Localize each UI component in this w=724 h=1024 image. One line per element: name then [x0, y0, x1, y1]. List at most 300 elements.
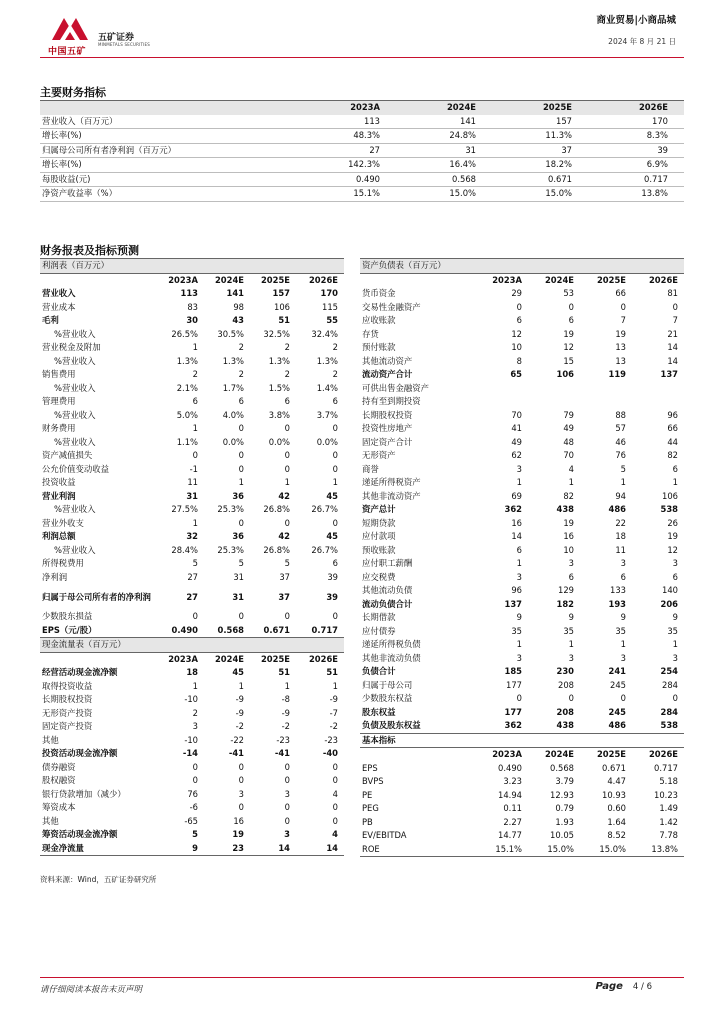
- table-row: [40, 774, 344, 788]
- row-value: 49: [511, 436, 522, 447]
- row-value: 35: [667, 625, 678, 636]
- table-row: [40, 517, 344, 531]
- row-label: 其他流动负债: [362, 585, 413, 595]
- row-value: 1: [672, 639, 678, 649]
- row-label: %营业收入: [54, 382, 96, 393]
- row-label: 财务费用: [42, 423, 76, 433]
- row-value: 1.42: [659, 816, 678, 827]
- row-value: 2: [284, 342, 290, 352]
- row-value: 1.4%: [316, 382, 338, 393]
- row-value: 1: [332, 680, 338, 691]
- row-label: 资产减值损失: [42, 450, 93, 460]
- row-value: 10.23: [654, 789, 678, 800]
- row-value: 538: [632, 719, 684, 733]
- row-value: 0: [332, 611, 338, 621]
- row-value: 193: [608, 598, 626, 609]
- row-value: 48.3%: [300, 129, 396, 144]
- year-header: 2026E: [308, 653, 338, 664]
- row-label: EV/EBITDA: [362, 830, 407, 840]
- empty-cell: [40, 273, 158, 287]
- row-value: 27: [186, 591, 198, 602]
- row-label: 递延所得税资产: [362, 477, 421, 487]
- row-value: 284: [660, 706, 678, 717]
- year-header: 2025E: [596, 274, 626, 285]
- row-value: -23: [276, 734, 290, 745]
- table-row: [40, 287, 344, 301]
- row-label: 筹资成本: [42, 802, 76, 812]
- table-row: [40, 842, 344, 856]
- table-row: [40, 158, 684, 173]
- col-header: 2024E: [396, 101, 492, 115]
- row-label: 其他: [42, 734, 59, 745]
- row-value: 284: [662, 679, 678, 690]
- row-value: 7: [672, 315, 678, 325]
- table-row: [360, 584, 684, 598]
- row-value: 25.3%: [217, 544, 244, 555]
- row-label: 负债合计: [362, 666, 396, 676]
- row-value: 15.1%: [300, 187, 396, 202]
- table-row: [40, 503, 344, 517]
- footer-divider: [40, 977, 684, 978]
- row-label: BVPS: [362, 776, 384, 786]
- row-value: 4.0%: [222, 409, 244, 420]
- row-value: 30: [186, 315, 198, 325]
- row-value: 6: [672, 571, 678, 582]
- row-value: -2: [235, 721, 244, 731]
- row-label: %营业收入: [54, 328, 96, 339]
- row-value: 18: [615, 531, 626, 541]
- row-value: -9: [281, 707, 290, 718]
- row-value: 53: [563, 288, 574, 298]
- row-value: 5: [192, 829, 198, 839]
- row-label: 其他: [42, 815, 59, 826]
- row-value: 3: [516, 652, 522, 663]
- row-value: 538: [660, 504, 678, 514]
- row-value: 12: [667, 544, 678, 555]
- table-row: [360, 395, 684, 409]
- row-value: 208: [556, 706, 574, 717]
- row-value: 2: [192, 707, 198, 718]
- row-value: 30.5%: [217, 328, 244, 339]
- table-row: [360, 409, 684, 423]
- row-value: 5: [620, 463, 626, 474]
- table-row: [360, 382, 684, 396]
- row-value: 170: [320, 288, 338, 298]
- row-label: 其他非流动资产: [362, 490, 421, 501]
- row-value: 69: [511, 490, 522, 501]
- row-value: 0: [238, 761, 244, 772]
- row-value: 0: [284, 802, 290, 812]
- header-divider: [40, 57, 684, 58]
- row-value: 45: [326, 531, 338, 541]
- row-value: 45: [326, 490, 338, 501]
- table-row: [360, 611, 684, 625]
- row-value: [478, 395, 528, 409]
- table-row: [40, 815, 344, 829]
- row-value: 1: [238, 680, 244, 691]
- table-row: [40, 720, 344, 734]
- row-value: 83: [187, 301, 198, 312]
- row-value: -8: [281, 694, 290, 704]
- row-value: 0: [238, 463, 244, 474]
- row-value: 140: [662, 585, 678, 595]
- row-value: 70: [511, 409, 522, 420]
- footer-disclaimer: 请仔细阅读本报告末页声明: [40, 985, 143, 995]
- row-value: 0.671: [250, 624, 296, 638]
- row-value: 31: [396, 143, 492, 158]
- row-value: 0: [238, 775, 244, 785]
- row-value: -22: [230, 734, 244, 745]
- row-label: 应付款项: [362, 531, 396, 541]
- row-value: 3: [672, 652, 678, 663]
- row-value: 8.3%: [588, 129, 684, 144]
- row-value: 3: [672, 558, 678, 568]
- row-value: 0: [192, 761, 198, 772]
- row-value: 8: [516, 355, 522, 366]
- row-value: 0.490: [498, 762, 522, 773]
- table-row: [40, 680, 344, 694]
- row-label: 持有至到期投资: [362, 396, 421, 406]
- row-label: 归属母公司所有者净利润（百万元）: [40, 143, 300, 158]
- row-value: 48: [563, 436, 574, 447]
- row-value: 0: [332, 463, 338, 474]
- row-value: 0: [238, 517, 244, 528]
- row-value: 88: [615, 409, 626, 420]
- row-value: 0: [332, 815, 338, 826]
- row-value: 9: [672, 612, 678, 622]
- row-value: 438: [528, 719, 580, 733]
- row-value: 6.9%: [588, 158, 684, 173]
- empty-cell: [360, 273, 478, 287]
- row-value: 0: [620, 693, 626, 703]
- row-label: 流动负债合计: [362, 598, 413, 609]
- row-value: 3: [238, 788, 244, 799]
- year-header: 2026E: [308, 274, 338, 285]
- row-value: 3.7%: [316, 409, 338, 420]
- row-value: 0: [332, 761, 338, 772]
- table-row: [40, 187, 684, 202]
- row-value: 19: [615, 328, 626, 339]
- row-value: 2: [238, 342, 244, 352]
- table-row: [40, 449, 344, 463]
- row-label: 投资性房地产: [362, 423, 413, 433]
- row-value: 6: [516, 544, 522, 555]
- table-row: [40, 544, 344, 558]
- table-row: [360, 301, 684, 315]
- row-value: 15.0%: [528, 843, 580, 857]
- row-value: 129: [558, 585, 574, 595]
- table-row: [40, 382, 344, 396]
- row-value: 14: [296, 842, 344, 856]
- table-row: [360, 490, 684, 504]
- row-value: 245: [608, 706, 626, 717]
- table-row: [360, 692, 684, 706]
- row-value: 2: [284, 369, 290, 379]
- row-value: 142.3%: [300, 158, 396, 173]
- year-header-row: [360, 748, 684, 762]
- row-value: 157: [272, 288, 290, 298]
- row-value: 141: [396, 115, 492, 129]
- row-value: -65: [184, 815, 198, 826]
- row-value: 113: [300, 115, 396, 129]
- row-label: 现金净流量: [40, 842, 158, 856]
- row-value: 6: [672, 463, 678, 474]
- row-value: 0: [238, 423, 244, 433]
- row-label: 管理费用: [42, 396, 76, 406]
- row-value: 65: [510, 369, 522, 379]
- row-value: 11: [615, 544, 626, 555]
- row-label: 毛利: [42, 315, 59, 325]
- row-value: 14: [250, 842, 296, 856]
- row-value: 0: [284, 450, 290, 460]
- row-value: 0: [284, 611, 290, 621]
- table-row: [360, 816, 684, 830]
- row-value: 19: [232, 829, 244, 839]
- row-value: -6: [189, 802, 198, 812]
- row-value: 32: [186, 531, 198, 541]
- row-value: 4: [332, 788, 338, 799]
- row-value: 8.52: [607, 830, 626, 840]
- row-value: 26.8%: [263, 504, 290, 514]
- row-value: 3.23: [503, 776, 522, 786]
- row-label: 货币资金: [362, 288, 396, 298]
- table-row: [360, 503, 684, 517]
- row-value: 438: [556, 504, 574, 514]
- table-row: [40, 801, 344, 815]
- row-label: 投资收益: [42, 477, 76, 487]
- row-value: 2: [238, 369, 244, 379]
- row-value: 16.4%: [396, 158, 492, 173]
- row-value: 31: [186, 490, 198, 501]
- table-row: [360, 625, 684, 639]
- row-value: 18: [186, 667, 198, 677]
- footer-page: [596, 981, 652, 992]
- section-title: 基本指标: [360, 733, 684, 748]
- row-value: 0.568: [396, 172, 492, 187]
- row-label: 应收账款: [362, 315, 396, 325]
- row-value: 31: [233, 571, 244, 582]
- row-value: 1.7%: [222, 382, 244, 393]
- row-value: 0: [672, 301, 678, 312]
- row-label: 银行贷款增加（减少）: [42, 788, 126, 799]
- row-value: 6: [620, 571, 626, 582]
- row-value: 362: [504, 504, 522, 514]
- row-value: 0.717: [654, 762, 678, 773]
- row-value: 13.8%: [588, 187, 684, 202]
- table-row: [360, 328, 684, 342]
- row-value: -14: [182, 748, 198, 758]
- row-value: 13: [615, 355, 626, 366]
- col-header: 2026E: [588, 101, 684, 115]
- row-value: 15.0%: [492, 187, 588, 202]
- row-label: %营业收入: [54, 544, 96, 555]
- page-header: [0, 0, 724, 70]
- row-label: 应交税费: [362, 571, 396, 582]
- income-cashflow-table: [40, 258, 344, 856]
- row-value: 57: [615, 423, 626, 433]
- row-value: 26.5%: [171, 328, 198, 339]
- row-value: 79: [563, 409, 574, 420]
- table-row: [40, 395, 344, 409]
- section-title: 资产负债表（百万元）: [360, 259, 684, 274]
- row-value: 7: [620, 315, 626, 325]
- forecast-title: 财务报表及指标预测: [40, 244, 139, 257]
- table-row: [40, 557, 344, 571]
- table-row: [40, 368, 344, 382]
- row-value: 26: [667, 517, 678, 528]
- row-value: 0: [568, 301, 574, 312]
- row-value: 1: [620, 477, 626, 487]
- row-value: 96: [667, 409, 678, 420]
- row-label: 营业税金及附加: [42, 342, 101, 352]
- table-row: [360, 802, 684, 816]
- row-value: 29: [511, 288, 522, 298]
- table-row: [360, 422, 684, 436]
- empty-cell: [40, 652, 158, 666]
- row-value: 137: [660, 369, 678, 379]
- row-label: 商誉: [362, 463, 379, 474]
- row-value: 15.0%: [580, 843, 632, 857]
- row-value: 37: [279, 571, 290, 582]
- table-row: [40, 747, 344, 761]
- row-value: 15: [563, 355, 574, 366]
- row-value: 5: [192, 558, 198, 568]
- table-row: [40, 328, 344, 342]
- row-label: 净利润: [42, 571, 68, 582]
- row-label: 存货: [362, 328, 379, 339]
- row-label: PB: [362, 816, 373, 827]
- row-value: 43: [232, 315, 244, 325]
- row-value: 1: [620, 639, 626, 649]
- table-row: [360, 571, 684, 585]
- table-row: [40, 314, 344, 328]
- row-value: 0.490: [300, 172, 396, 187]
- row-value: 5.0%: [176, 409, 198, 420]
- row-value: -1: [189, 463, 198, 474]
- row-value: 39: [327, 571, 338, 582]
- row-value: 10.93: [602, 789, 626, 800]
- row-label: 归属于母公司所有者的净利润: [42, 591, 151, 602]
- table-row: [40, 624, 344, 638]
- year-header: 2025E: [260, 653, 290, 664]
- row-value: 1.3%: [316, 355, 338, 366]
- section-title-row: [40, 259, 344, 274]
- table-row: [40, 530, 344, 544]
- row-value: -2: [329, 721, 338, 731]
- row-value: [528, 382, 580, 396]
- table-row: [360, 436, 684, 450]
- row-value: 16: [511, 517, 522, 528]
- row-value: 3: [620, 652, 626, 663]
- year-header: 2025E: [260, 274, 290, 285]
- row-value: 15.0%: [396, 187, 492, 202]
- row-value: 55: [326, 315, 338, 325]
- row-value: 82: [563, 490, 574, 501]
- main-indicators-header-row: [40, 101, 684, 115]
- year-header: 2023A: [492, 274, 522, 285]
- col-header: [40, 101, 300, 115]
- row-value: 0: [192, 611, 198, 621]
- row-value: 6: [568, 571, 574, 582]
- table-row: [40, 143, 684, 158]
- table-row: [40, 584, 344, 610]
- row-value: 42: [278, 490, 290, 501]
- logo-securities-en-text: MINMETALS SECURITIES: [98, 42, 150, 47]
- row-value: 0.0%: [316, 436, 338, 447]
- table-row: [40, 129, 684, 144]
- row-value: 1: [332, 477, 338, 487]
- row-value: -9: [329, 694, 338, 704]
- row-value: 1: [192, 342, 198, 352]
- table-row: [40, 422, 344, 436]
- logo-securities-text: 五矿证券: [98, 33, 135, 43]
- table-row: [360, 368, 684, 382]
- row-value: 230: [556, 666, 574, 676]
- row-label: 其他流动资产: [362, 355, 413, 366]
- row-value: 185: [504, 666, 522, 676]
- row-value: 35: [615, 625, 626, 636]
- row-label: 长期股权投资: [42, 694, 93, 704]
- row-value: 37: [492, 143, 588, 158]
- row-label: 公允价值变动收益: [42, 463, 109, 474]
- row-value: 9: [620, 612, 626, 622]
- row-value: 0.568: [204, 624, 250, 638]
- table-row: [40, 828, 344, 842]
- row-value: 96: [511, 585, 522, 595]
- row-value: 10.05: [550, 830, 574, 840]
- row-value: 0.717: [588, 172, 684, 187]
- table-row: [360, 476, 684, 490]
- row-label: PEG: [362, 803, 379, 813]
- row-value: 0: [192, 775, 198, 785]
- row-value: 66: [667, 423, 678, 433]
- row-value: 177: [506, 679, 522, 690]
- row-value: 1.3%: [222, 355, 244, 366]
- row-value: 157: [492, 115, 588, 129]
- row-value: 76: [615, 450, 626, 460]
- row-value: 0: [516, 693, 522, 703]
- row-value: 1: [568, 477, 574, 487]
- table-row: [40, 301, 344, 315]
- row-value: 11.3%: [492, 129, 588, 144]
- row-value: 19: [563, 517, 574, 528]
- year-header: 2023A: [492, 749, 522, 759]
- row-value: 32.5%: [263, 328, 290, 339]
- row-value: 0.671: [602, 762, 626, 773]
- row-value: 0.568: [550, 762, 574, 773]
- table-row: [360, 652, 684, 666]
- row-value: 12: [563, 342, 574, 352]
- table-row: [360, 775, 684, 789]
- row-value: 0: [620, 301, 626, 312]
- report-category: 商业贸易|小商品城: [596, 15, 676, 26]
- row-value: 5.18: [659, 776, 678, 786]
- row-value: 10: [563, 544, 574, 555]
- table-row: [360, 314, 684, 328]
- row-value: -41: [228, 748, 244, 758]
- row-label: 应付债券: [362, 625, 396, 636]
- row-label: 固定资产合计: [362, 436, 413, 447]
- row-label: 归属于母公司: [362, 679, 413, 690]
- row-value: 0: [284, 463, 290, 474]
- row-value: 3: [192, 721, 198, 731]
- row-value: 3.8%: [268, 409, 290, 420]
- row-value: 41: [511, 423, 522, 433]
- row-value: 62: [511, 450, 522, 460]
- year-header: 2023A: [168, 274, 198, 285]
- year-header: 2024E: [214, 653, 244, 664]
- row-value: 14: [511, 531, 522, 541]
